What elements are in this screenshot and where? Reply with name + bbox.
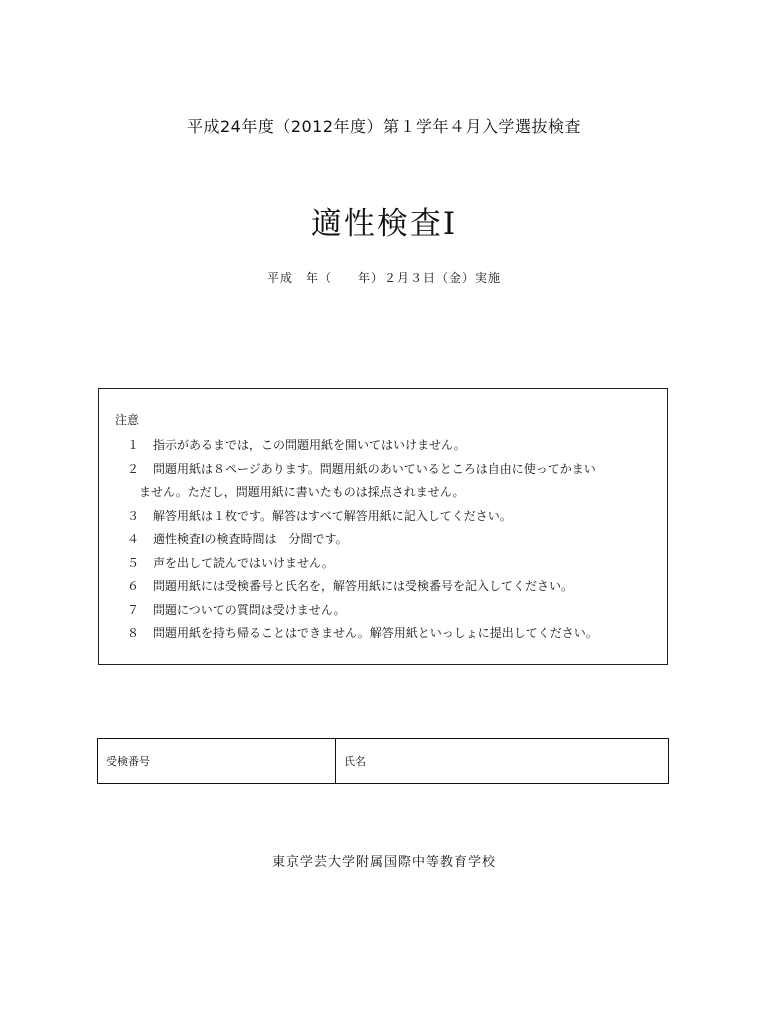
name-label: 氏名 [344,755,366,768]
exam-title: 適性検査Ⅰ [310,206,458,242]
notice-item-text: 問題用紙には受検番号と氏名を，解答用紙には受検番号を記入してください。 [153,579,574,593]
notice-item-number: ５ [127,555,140,570]
notice-item-continuation [127,481,657,505]
notice-item-text: 問題用紙を持ち帰ることはできません。解答用紙といっしょに提出してください。 [153,626,598,640]
notice-item [127,599,657,623]
notice-item-number: ７ [127,602,140,617]
exam-number-name-table [97,738,669,784]
notice-list [127,434,657,646]
notice-heading: 注意 [115,413,140,427]
notice-item-number: ６ [127,579,140,593]
notice-item-text: 適性検査Ⅰの検査時間は 分間です。 [153,532,348,546]
notice-item [127,458,657,482]
notice-item [127,552,657,576]
notice-box [98,388,668,665]
notice-item-number: ８ [127,626,140,640]
name-field[interactable] [336,739,668,783]
notice-item-text: 指示があるまでは，この問題用紙を開いてはいけません。 [153,438,466,452]
notice-item [127,575,657,599]
notice-item-text: 問題用紙は８ページあります。問題用紙のあいているところは自由に使ってかまい [153,461,596,476]
exam-number-label: 受検番号 [106,755,150,768]
notice-item-number: ４ [127,532,140,546]
exam-header: 平成24年度（2012年度）第１学年４月入学選抜検査 [186,117,582,136]
notice-item-number: ２ [127,461,140,476]
notice-item-text: ません。ただし，問題用紙に書いたものは採点されません。 [139,485,465,499]
notice-item [127,434,657,458]
notice-item-text: 問題についての質問は受けません。 [153,602,346,617]
notice-item-text: 声を出して読んではいけません。 [153,555,334,570]
exam-number-field[interactable] [98,739,336,783]
exam-date: 平成 年（ 年）２月３日（金）実施 [266,271,501,285]
notice-item [127,622,657,646]
school-name: 東京学芸大学附属国際中等教育学校 [271,855,496,870]
notice-item-text: 解答用紙は１枚です。解答はすべて解答用紙に記入してください。 [153,508,512,523]
notice-item [127,505,657,529]
notice-item-number: １ [127,438,140,452]
notice-item-number: ３ [127,508,140,523]
notice-item [127,528,657,552]
